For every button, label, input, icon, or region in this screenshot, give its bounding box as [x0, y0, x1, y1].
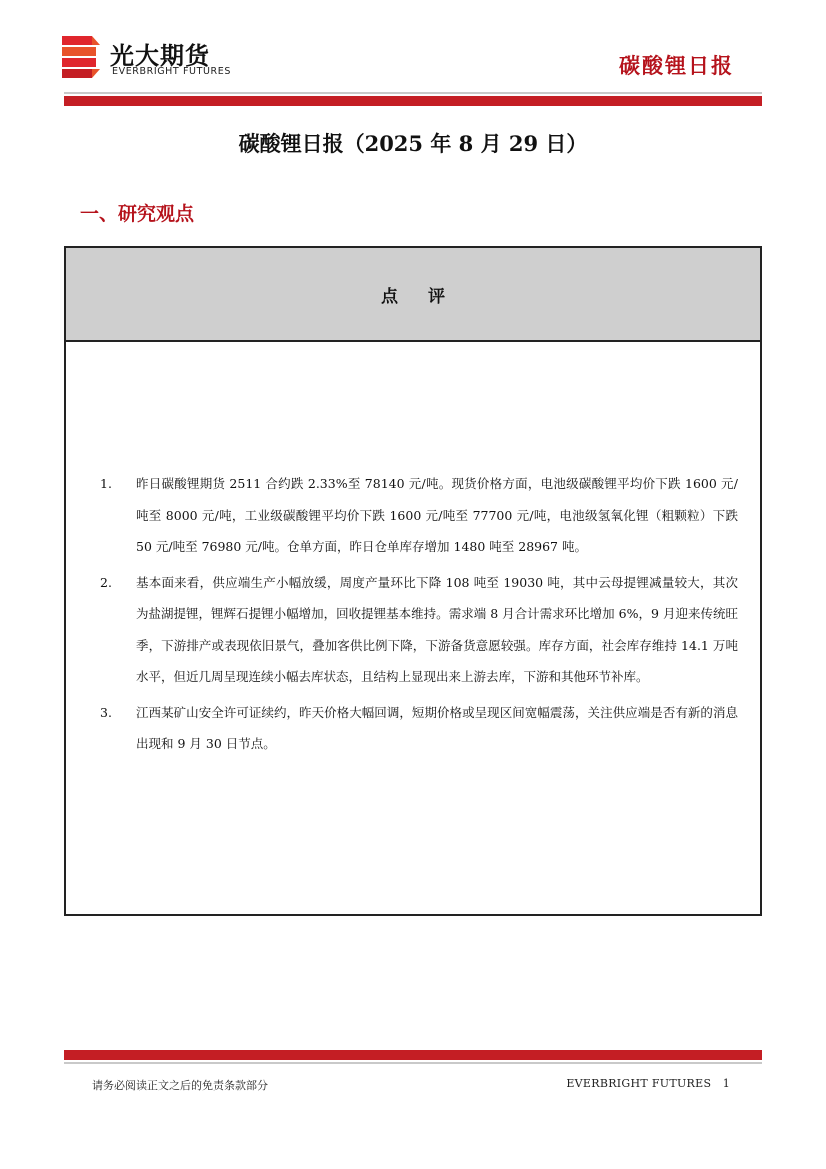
commentary-box-header — [66, 248, 760, 342]
list-item-text: 江西某矿山安全许可证续约，昨天价格大幅回调，短期价格或呈现区间宽幅震荡，关注供应端是否有新的消息出现和 9 月 30 日节点。 — [136, 704, 738, 751]
commentary-box — [64, 246, 762, 916]
commentary-list — [100, 468, 738, 764]
footer-company: EVERBRIGHT FUTURES — [566, 1077, 712, 1090]
commentary-box-title: 点 评 — [381, 286, 457, 307]
list-item-number: 3. — [100, 704, 112, 720]
footer-divider-bar — [64, 1050, 762, 1060]
list-item-number: 2. — [100, 574, 112, 590]
report-name-header: 碳酸锂日报 — [619, 53, 734, 78]
header-divider-thin — [64, 92, 762, 94]
list-item-text: 基本面来看，供应端生产小幅放缓，周度产量环比下降 108 吨至 19030 吨，其中云母提锂减量较大，其次为盐湖提锂，锂辉石提锂小幅增加，回收提锂基本维持。需求端 8 月合计需求环比增加 6%，9 月迎来传统旺季，下游排产或表现依旧景气，叠加客供比例下降，下游备货意愿较强。库存方面，社会库存维持 14.1 万吨水平，但近几周呈现连续小幅去库状态，且结构上显现出来上游去库，下游和其他环节补库。 — [136, 574, 738, 684]
logo-english-name: EVERBRIGHT FUTURES — [112, 66, 231, 77]
footer-company-page — [566, 1077, 730, 1090]
list-item-number: 1. — [100, 476, 112, 491]
document-title: 碳酸锂日报（2025 年 8 月 29 日） — [238, 131, 588, 156]
footer-divider-thin — [64, 1062, 762, 1064]
everbright-logo-icon — [62, 36, 100, 80]
list-item — [100, 697, 738, 760]
list-item-text: 昨日碳酸锂期货 2511 合约跌 2.33%至 78140 元/吨。现货价格方面，电池级碳酸锂平均价下跌 1600 元/吨至 8000 元/吨，工业级碳酸锂平均价下跌 1600 元/吨至 77700 元/吨，电池级氢氧化锂（粗颗粒）下跌 50 元/吨至 76980 元/吨。仓单方面，昨日仓单库存增加 1480 吨至 28967 吨。 — [136, 476, 738, 554]
company-logo — [62, 34, 242, 82]
logo-chinese-name: 光大期货 — [110, 42, 210, 70]
list-item — [100, 468, 738, 563]
section-heading: 一、研究观点 — [80, 203, 195, 225]
footer-disclaimer: 请务必阅读正文之后的免责条款部分 — [92, 1079, 268, 1092]
list-item — [100, 567, 738, 693]
page-number: 1 — [722, 1077, 730, 1090]
header-divider-bar — [64, 96, 762, 106]
